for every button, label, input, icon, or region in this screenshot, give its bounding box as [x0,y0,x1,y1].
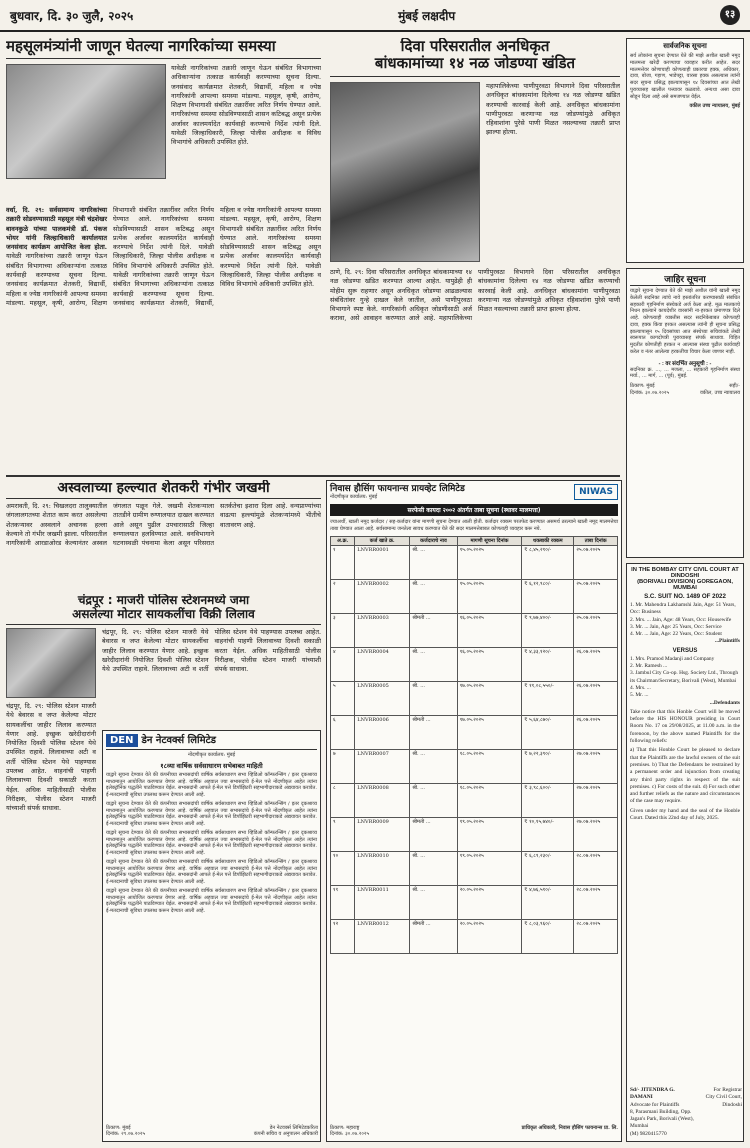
table-cell: LNVRR0009 [355,818,410,852]
table-cell: LNVRR0010 [355,852,410,886]
table-cell: ४ [331,648,355,682]
jahir-title: जाहिर सूचना [630,272,740,286]
den-company-name: डेन नेटवर्क्स लिमिटेड [141,734,217,746]
table-cell: १ [331,546,355,580]
table-cell: २८.०७.२०२५ [574,886,618,920]
den-body-3: याद्वारे सूचना देण्यात येते की कंपनीच्या सभासदांची वार्षिक सर्वसाधारण सभा व्हिडिओ कॉन्फरन्सिंग / इतर दृकश्राव्य माध्यमातून आयोजित करण्यात येणार आहे. वार्षिक अहवाल ज्या सभासदांचे ई-मेल पत्ते नोंदणीकृत आहेत त्यांना इलेक्ट्रॉनिक पद्धतीने पाठविण्यात येईल. सभासदांनी आपले ई-मेल पत्ते डिपॉझिटरी सहभागीदाराकडे अद्ययावत करावेत. ई-मतदानाची सुविधा उपलब्ध करून देण्यात आली आहे. [106,829,317,856]
table-cell: श्री. ... [410,784,458,818]
table-cell: ३ [331,614,355,648]
table-cell: ११ [331,886,355,920]
table-cell: १८.०५.२०२५ [457,750,522,784]
col-header: कर्ज खाते क्र. [355,536,410,546]
col-header: कर्जदाराचे नाव [410,536,458,546]
niwas-table [330,536,618,955]
jahir-schedule: सदनिका क्र. ..., ... मजला, ... सहकारी गृहनिर्माण संस्था मर्या., ... मार्ग, ... (पूर्व), मुंबई. [630,366,740,380]
public-notice-top [626,38,744,263]
den-sign-role: कंपनी सचिव व अनुपालन अधिकारी [253,1131,318,1138]
table-cell: ६ [331,716,355,750]
table-row [331,920,618,954]
table-cell: LNVRR0011 [355,886,410,920]
court-summons-notice [626,563,744,1142]
story-headline-line2: बांधकामांच्या १४ नळ जोडण्या खंडित [330,55,620,76]
court-plaintiffs: 1. Mr. Mahendra Lakhamshi Jain, Age: 51 Years, Occ: Business 2. Mrs. ... Jain, Age: 48 Years, Occ: Housewife 3. Mr. ... Jain, Age: 25 Years, Occ: Service 4. Mr. ... Jain, Age: 22 Years, Occ: Student [630,602,736,638]
table-cell: ८ [331,784,355,818]
table-cell: ७ [331,750,355,784]
table-cell: २५.०७.२०२५ [574,614,618,648]
table-cell: ₹ ८,०३,९६०/- [522,920,574,954]
table-cell: १५.०५.२०२५ [457,580,522,614]
col-header: थकबाकी रक्कम [522,536,574,546]
jahir-place: ठिकाण: मुंबई [630,383,655,389]
table-cell: २०.०५.२०२५ [457,920,522,954]
den-body-4: याद्वारे सूचना देण्यात येते की कंपनीच्या सभासदांची वार्षिक सर्वसाधारण सभा व्हिडिओ कॉन्फरन्सिंग / इतर दृकश्राव्य माध्यमातून आयोजित करण्यात येणार आहे. वार्षिक अहवाल ज्या सभासदांचे ई-मेल पत्ते नोंदणीकृत आहेत त्यांना इलेक्ट्रॉनिक पद्धतीने पाठविण्यात येईल. सभासदांनी आपले ई-मेल पत्ते डिपॉझिटरी सहभागीदाराकडे अद्ययावत करावेत. ई-मतदानाची सुविधा उपलब्ध करून देण्यात आली आहे. [106,858,317,885]
table-cell: २६.०७.२०२५ [574,682,618,716]
table-cell: २५.०७.२०२५ [574,580,618,614]
den-body-2: याद्वारे सूचना देण्यात येते की कंपनीच्या सभासदांची वार्षिक सर्वसाधारण सभा व्हिडिओ कॉन्फरन्सिंग / इतर दृकश्राव्य माध्यमातून आयोजित करण्यात येणार आहे. वार्षिक अहवाल ज्या सभासदांचे ई-मेल पत्ते नोंदणीकृत आहेत त्यांना इलेक्ट्रॉनिक पद्धतीने पाठविण्यात येईल. सभासदांनी आपले ई-मेल पत्ते डिपॉझिटरी सहभागीदाराकडे अद्ययावत करावेत. ई-मतदानाची सुविधा उपलब्ध करून देण्यात आली आहे. [106,800,317,827]
table-cell: LNVRR0012 [355,920,410,954]
table-cell: LNVRR0006 [355,716,410,750]
table-row [331,784,618,818]
niwas-intro: ज्याअर्थी, खाली नमूद कर्जदार / सह-कर्जदार यांना मागणी सूचना देण्यात आली होती. कर्जदार रक्कम परतफेड करण्यात असमर्थ ठरल्याने खाली नमूद मालमत्तेचा ताबा घेण्यात आला आहे. सर्वसामान्य जनतेला सावध करण्यात येते की सदर मालमत्तेबाबत कोणताही व्यवहार करू नये. [330,519,618,532]
table-cell: ₹ ११,०८,५५०/- [522,682,574,716]
table-cell: १२ [331,920,355,954]
story-body-left: चंद्रपूर, दि. २९: पोलिस स्टेशन माजरी येथे बेवारस व जप्त केलेल्या मोटार सायकलींचा जाहीर लिलाव करण्यात येणार आहे. इच्छुक खरेदीदारांनी नियोजित दिवशी पोलिस स्टेशन येथे उपस्थित राहावे. लिलावाच्या अटी व शर्ती पोलिस स्टेशन येथे पाहण्यास उपलब्ध आहेत. वाहनांची पाहणी लिलावाच्या दिवशी सकाळी करता येईल. अधिक माहितीसाठी पोलीस निरीक्षक, पोलीस स्टेशन माजरी यांच्याशी संपर्क साधावा. [6,702,96,813]
story-body-continued: यावेळी नागरिकांच्या तक्रारी जाणून घेऊन संबंधित विभागाच्या अधिकाऱ्यांना तत्काळ कार्यवाही करण्याच्या सूचना दिल्या. जनसंवाद कार्यक्रमात शेतकरी, विद्यार्थी, महिला व ज्येष्ठ नागरिकांनी आपल्या समस्या मांडल्या. महसूल, कृषी, आरोग्य, शिक्षण विभागाशी संबंधित तक्रारींवर त्वरित निर्णय घेण्यात आले. नागरिकांच्या समस्या सोडविण्यासाठी शासन कटिबद्ध असून प्रत्येक अर्जावर कालमर्यादेत कार्यवाही करण्याचे निर्देश त्यांनी दिले. यावेळी जिल्हाधिकारी, जिल्हा पोलीस अधीक्षक व विविध विभागांचे अधिकारी उपस्थित होते. [6,206,214,307]
court-plaintiffs-label: ...Plaintiffs [714,638,740,645]
court-title-1: IN THE BOMBAY CITY CIVIL COURT AT DINDOSHI [631,567,739,579]
story-body: चंद्रपूर, दि. २९: पोलिस स्टेशन माजरी येथे बेवारस व जप्त केलेल्या मोटार सायकलींचा जाहीर लिलाव करण्यात येणार आहे. इच्छुक खरेदीदारांनी नियोजित दिवशी पोलिस स्टेशन येथे उपस्थित राहावे. लिलावाच्या अटी व शर्ती पोलिस स्टेशन येथे पाहण्यास उपलब्ध आहेत. वाहनांची पाहणी लिलावाच्या दिवशी सकाळी करता येईल. अधिक माहितीसाठी पोलीस निरीक्षक, पोलीस स्टेशन माजरी यांच्याशी संपर्क साधावा. [102,628,321,674]
court-adv-mobile: (M) 9820415770 [630,1130,667,1137]
table-cell: ₹ १०,१५,७४०/- [522,818,574,852]
court-versus: VERSUS [672,647,698,654]
table-cell: ५ [331,682,355,716]
table-cell: १९.०५.२०२५ [457,852,522,886]
court-suit-no: S.C. SUIT NO. 1489 OF 2022 [644,593,726,600]
court-reliefs: a) That this Honble Court be pleased to declare that the Plaintiffs are the lawful owners of the suit premises. b) That the Defendants be restrained by a permanent order and injunction from creating any third party rights in respect of the suit premises. c) For costs of the suit. d) For such other and further reliefs as the nature and circumstances of the case may require. [630,747,740,805]
jahir-adv: वकील, उच्च न्यायालय [699,389,740,396]
story-headline-line2: असलेल्या मोटार सायकलींचा विक्री लिलाव [6,608,321,625]
table-cell: ₹ ४,७६,५१०/- [522,886,574,920]
table-cell: LNVRR0003 [355,614,410,648]
table-row [331,546,618,580]
table-cell: २०.०५.२०२५ [457,886,522,920]
table-cell: १६.०५.२०२५ [457,614,522,648]
table-cell: श्री. ... [410,750,458,784]
court-title-2: (BORIVALI DIVISION) GOREGAON, MUMBAI [637,579,733,591]
motorcycle-photo [6,628,96,698]
court-defendants-label: ...Defendants [709,699,740,706]
story-body-top: यावेळी नागरिकांच्या तक्रारी जाणून घेऊन संबंधित विभागाच्या अधिकाऱ्यांना तत्काळ कार्यवाही करण्याच्या सूचना दिल्या. जनसंवाद कार्यक्रमात शेतकरी, विद्यार्थी, महिला व ज्येष्ठ नागरिकांनी आपल्या समस्या मांडल्या. महसूल, कृषी, आरोग्य, शिक्षण विभागाशी संबंधित तक्रारींवर त्वरित निर्णय घेण्यात आले. नागरिकांच्या समस्या सोडविण्यासाठी शासन कटिबद्ध असून प्रत्येक अर्जावर कालमर्यादेत कार्यवाही करण्याचे निर्देश त्यांनी दिले. यावेळी जिल्हाधिकारी, जिल्हा पोलीस अधीक्षक व विविध विभागांचे अधिकारी उपस्थित होते. [171,64,321,147]
table-cell: ₹ ६,१२,९८०/- [522,580,574,614]
table-cell: २५.०७.२०२५ [574,546,618,580]
table-cell: श्रीमती ... [410,716,458,750]
notice-title: सार्वजनिक सूचना [663,43,707,50]
court-adv-name: Sd/- JITENDRA G. DAMANI [630,1086,675,1101]
niwas-company-name: निवास हौसिंग फायनान्स प्रायव्हेट लिमिटेड [330,484,465,494]
table-cell: २८.०७.२०२५ [574,920,618,954]
niwas-footer-place: ठिकाण: महाराष्ट्र [330,1124,360,1131]
story-body-a: महापालिकेच्या पाणीपुरवठा विभागाने दिवा परिसरातील अनधिकृत बांधकामांना दिलेल्या १४ नळ जोडण्या खंडित करण्याची कारवाई केली आहे. अनधिकृत बांधकामांना पाणीपुरवठा करणाऱ्या नळ जोडण्यांमुळे अधिकृत रहिवाशांना पुरेसे पाणी मिळत नसल्याच्या तक्रारी प्राप्त झाल्या होत्या. [486,82,620,137]
notice-sign: वकील उच्च न्यायालय, मुंबई [689,103,740,110]
table-cell: ₹ ८,४५,२१०/- [522,546,574,580]
masthead-date: बुधवार, दि. ३० जुलै, २०२५ [10,8,134,23]
table-cell: १७.०५.२०२५ [457,716,522,750]
story-body [6,206,321,468]
niwas-footer-date: दिनांक: ३०.०७.२०२५ [330,1131,370,1138]
table-cell: श्री. ... [410,886,458,920]
table-cell: LNVRR0001 [355,546,410,580]
story-headline: महसूलमंत्र्यांनी जाणून घेतल्या नागरिकांच्या समस्या [6,38,321,59]
den-body: याद्वारे सूचना देण्यात येते की कंपनीच्या सभासदांची वार्षिक सर्वसाधारण सभा व्हिडिओ कॉन्फरन्सिंग / इतर दृकश्राव्य माध्यमातून आयोजित करण्यात येणार आहे. वार्षिक अहवाल ज्या सभासदांचे ई-मेल पत्ते नोंदणीकृत आहेत त्यांना इलेक्ट्रॉनिक पद्धतीने पाठविण्यात येईल. सभासदांनी आपले ई-मेल पत्ते डिपॉझिटरी सहभागीदाराकडे अद्ययावत करावेत. ई-मतदानाची सुविधा उपलब्ध करून देण्यात आली आहे. [106,771,317,798]
table-cell: LNVRR0002 [355,580,410,614]
table-row [331,750,618,784]
jahir-suchana-notice [626,268,744,558]
table-cell: श्रीमती ... [410,818,458,852]
court-adv-addr: 8, Parasmani Building, Opp. Jagan's Park, Borivali (West), Mumbai [630,1108,694,1130]
den-logo: DEN [106,734,138,747]
den-heading: १८व्या वार्षिक सर्वसाधारण सभेबाबत माहिती [160,762,263,770]
court-registrar: For Registrar [713,1086,742,1093]
table-cell: २८.०७.२०२५ [574,852,618,886]
table-cell: २६.०७.२०२५ [574,648,618,682]
story-headline: अस्वलाच्या हल्ल्यात शेतकरी गंभीर जखमी [6,480,321,499]
table-row [331,580,618,614]
jahir-body: याद्वारे सूचना देण्यात येते की माझे अशील यांनी खाली नमूद केलेली सदनिका त्यांचे नावे हस्तांतरित करण्यासाठी संबंधित सहकारी गृहनिर्माण संस्थेकडे अर्ज केला आहे. मूळ मालकाचे निधन झाल्याने कायदेशीर वारसांनी ना-हरकत प्रमाणपत्र दिले आहे. कोणत्याही व्यक्तीस सदर सदनिकेबाबत कोणताही दावा, हक्क किंवा हरकत असल्यास त्यांनी ही सूचना प्रसिद्ध झाल्यापासून १५ दिवसांच्या आत संस्थेच्या सचिवांकडे लेखी स्वरूपात कागदोपत्री पुराव्यासह संपर्क साधावा. विहित मुदतीत कोणतीही हरकत न आल्यास संस्था पुढील कार्यवाही करेल व नंतर आलेल्या हरकतींचा विचार केला जाणार नाही. [630,288,740,355]
table-cell: ₹ ९,७७,४००/- [522,614,574,648]
den-subtitle: नोंदणीकृत कार्यालय: मुंबई [187,752,236,758]
table-cell: १५.०५.२०२५ [457,546,522,580]
table-cell: श्री. ... [410,682,458,716]
divider [6,475,620,477]
table-cell: ₹ ७,२२,३९०/- [522,750,574,784]
niwas-bar: सरफेसी कायदा २००२ अंतर्गत ताबा सूचना (स्थावर मालमत्ता) [330,504,618,516]
jahir-schedule-title: - : वर संदर्भित अनुसूची : - [658,360,712,367]
table-cell: श्री. ... [410,580,458,614]
col-header: ताबा दिनांक [574,536,618,546]
table-cell: १० [331,852,355,886]
story-revenue-minister [6,38,321,470]
table-cell: २७.०७.२०२५ [574,784,618,818]
story-body: अमरावती, दि. २९: चिखलदरा तालुक्यातील जंगलालगतच्या शेतात काम करत असलेल्या शेतकऱ्यावर अस्वलाने अचानक हल्ला केल्याने तो गंभीर जखमी झाला. परिसरातील नागरिकांनी आरडाओरड केल्यानंतर अस्वल जंगलात पळून गेले. जखमी शेतकऱ्याला तातडीने ग्रामीण रुग्णालयात दाखल करण्यात आले असून पुढील उपचारासाठी जिल्हा रुग्णालयात हलविण्यात आले. वनविभागाने घटनास्थळी पंचनामा केला असून परिसरात सतर्कतेचा इशारा दिला आहे. वन्यप्राण्यांच्या वाढत्या हल्ल्यांमुळे शेतकऱ्यांमध्ये भीतीचे वातावरण आहे. [6,502,321,548]
table-cell: श्रीमती ... [410,920,458,954]
table-header-row [331,536,618,546]
story-body-continued-2: यावेळी नागरिकांच्या तक्रारी जाणून घेऊन संबंधित विभागाच्या अधिकाऱ्यांना तत्काळ कार्यवाही करण्याच्या सूचना दिल्या. जनसंवाद कार्यक्रमात शेतकरी, विद्यार्थी, महिला व ज्येष्ठ नागरिकांनी आपल्या समस्या मांडल्या. महसूल, कृषी, आरोग्य, शिक्षण विभागाशी संबंधित तक्रारींवर त्वरित निर्णय घेण्यात आले. नागरिकांच्या समस्या सोडविण्यासाठी शासन कटिबद्ध असून प्रत्येक अर्जावर कालमर्यादेत कार्यवाही करण्याचे निर्देश त्यांनी दिले. यावेळी जिल्हाधिकारी, जिल्हा पोलीस अधीक्षक व विविध विभागांचे अधिकारी उपस्थित होते. [113,206,321,307]
den-sign-date: दिनांक: २९.०७.२०२५ [106,1131,146,1138]
news-photo [6,64,166,179]
story-body-a-cont: महापालिकेच्या पाणीपुरवठा विभागाने दिवा परिसरातील अनधिकृत बांधकामांना दिलेल्या १४ नळ जोडण्या खंडित करण्याची कारवाई केली आहे. अनधिकृत बांधकामांना पाणीपुरवठा करणाऱ्या नळ जोडण्यांमुळे अधिकृत रहिवाशांना पुरेसे पाणी मिळत नसल्याच्या तक्रारी प्राप्त झाल्या होत्या. [439,268,620,323]
table-cell: ₹ ६,८९,२३०/- [522,852,574,886]
masthead [0,0,750,32]
table-cell: ₹ ५,६४,८७०/- [522,716,574,750]
table-cell: श्री. ... [410,648,458,682]
niwas-logo: NIWAS [574,484,618,500]
story-body-b [330,268,620,468]
court-defendants: 1. Mrs. Pramod Madanji and Company 2. Mr. Ramesh ... 3. Jambul City Co-op. Hsg. Society Ltd., Through its Chairman/Secretary, Borivali (West), Mumbai 4. Mrs. ... 5. Mr. ... [630,655,739,699]
den-sign-place: ठिकाण: मुंबई [106,1124,131,1131]
table-row [331,886,618,920]
table-cell: ९ [331,818,355,852]
table-row [331,852,618,886]
table-cell: ₹ ४,३३,१२०/- [522,648,574,682]
table-cell: श्री. ... [410,852,458,886]
table-cell: १९.०५.२०२५ [457,818,522,852]
table-cell: २७.०७.२०२५ [574,818,618,852]
den-body-5: याद्वारे सूचना देण्यात येते की कंपनीच्या सभासदांची वार्षिक सर्वसाधारण सभा व्हिडिओ कॉन्फरन्सिंग / इतर दृकश्राव्य माध्यमातून आयोजित करण्यात येणार आहे. वार्षिक अहवाल ज्या सभासदांचे ई-मेल पत्ते नोंदणीकृत आहेत त्यांना इलेक्ट्रॉनिक पद्धतीने पाठविण्यात येईल. सभासदांनी आपले ई-मेल पत्ते डिपॉझिटरी सहभागीदाराकडे अद्ययावत करावेत. ई-मतदानाची सुविधा उपलब्ध करून देण्यात आली आहे. [106,887,317,914]
court-given: Given under my hand and the seal of the Honble Court. Dated this 22nd day of July, 2025. [630,807,740,822]
masthead-paper-name: मुंबई लक्षदीप [398,8,456,23]
table-cell: २६.०७.२०२५ [574,716,618,750]
court-registrar-2: City Civil Court, Dindoshi [705,1094,742,1108]
niwas-sub: नोंदणीकृत कार्यालय: मुंबई [330,494,378,501]
jahir-date: दिनांक: ३०.०७.२०२५ [630,389,670,396]
table-cell: श्री. ... [410,546,458,580]
table-cell: १७.०५.२०२५ [457,682,522,716]
table-cell: २७.०७.२०२५ [574,750,618,784]
news-photo [330,82,480,262]
table-cell: श्रीमती ... [410,614,458,648]
table-row [331,614,618,648]
table-cell: १८.०५.२०२५ [457,784,522,818]
den-networks-notice [102,730,321,1142]
jahir-sign: सही/- [729,383,740,389]
col-header: मागणी सूचना दिनांक [457,536,522,546]
table-row [331,716,618,750]
story-bear-attack [6,480,321,590]
table-row [331,682,618,716]
niwas-footer-sign: प्राधिकृत अधिकारी, निवास हौसिंग फायनान्स प्रा. लि. [521,1124,618,1131]
table-cell: LNVRR0005 [355,682,410,716]
story-body-b-text: ठाणे, दि. २९: दिवा परिसरातील अनधिकृत बांधकामाच्या १४ नळ जोडण्या खंडित करण्यात आल्या आहेत. यापुढेही ही मोहीम सुरू राहणार असून अनधिकृत जोडण्या आढळल्यास संबंधितांवर गुन्हे दाखल केले जातील, असे पाणीपुरवठा विभागाने स्पष्ट केले. नागरिकांनी अधिकृत जोडणीसाठी अर्ज करावा, असे आवाहन करण्यात आले आहे. [330,268,472,323]
den-sign-by: डेन नेटवर्क्स लिमिटेडकरिता [269,1124,318,1131]
table-cell: LNVRR0004 [355,648,410,682]
table-cell: २ [331,580,355,614]
court-adv-role: Advocate for Plaintiffs [630,1101,680,1108]
table-cell: १६.०५.२०२५ [457,648,522,682]
story-dateline: वर्धा, दि. २९: सर्वसामान्य नागरिकांच्या तक्रारी सोडवण्यासाठी महसूल मंत्री चंद्रशेखर बावनकुळे यांच्या पालकमंत्री डॉ. पंकज भोयर यांनी जिल्हाधिकारी कार्यालयात जनसंवाद कार्यक्रम आयोजित केला होता. [6,206,107,252]
table-cell: LNVRR0007 [355,750,410,784]
story-headline-line1: दिवा परिसरातील अनधिकृत [400,38,550,55]
table-row [331,648,618,682]
story-headline-line1: चंद्रपूर : माजरी पोलिस स्टेशनमध्ये जमा [77,594,250,607]
table-row [331,818,618,852]
story-diva-water [330,38,620,470]
table-cell: LNVRR0008 [355,784,410,818]
niwas-possession-notice [326,480,622,1142]
table-cell: ₹ ३,९८,६००/- [522,784,574,818]
page-number-badge: १३ [720,5,740,25]
notice-body: सर्व लोकांना सूचना देण्यात येते की माझे अशील खाली नमूद मालमत्ता खरेदी करण्याचा व्यवहार करीत आहेत. सदर मालमत्तेवर कोणाचाही कोणत्याही प्रकारचा हक्क, अधिकार, दावा, बोजा, गहाण, भाडेपट्टा, वारसा हक्क असल्यास त्यांनी सदर सूचना प्रसिद्ध झाल्यापासून १४ दिवसांच्या आत लेखी पुराव्यासह खालील पत्त्यावर कळवावे. अन्यथा असा दावा सोडून दिला आहे असे समजण्यात येईल. [630,53,740,100]
col-header: अ.क्र. [331,536,355,546]
court-take-notice: Take notice that this Honble Court will be moved before the HIS HONOUR presiding in Court Room No. 17 on 29/08/2025, at 11.00 a.m. in the forenoon, by the above named Plaintiffs for the following reliefs: [630,708,740,745]
